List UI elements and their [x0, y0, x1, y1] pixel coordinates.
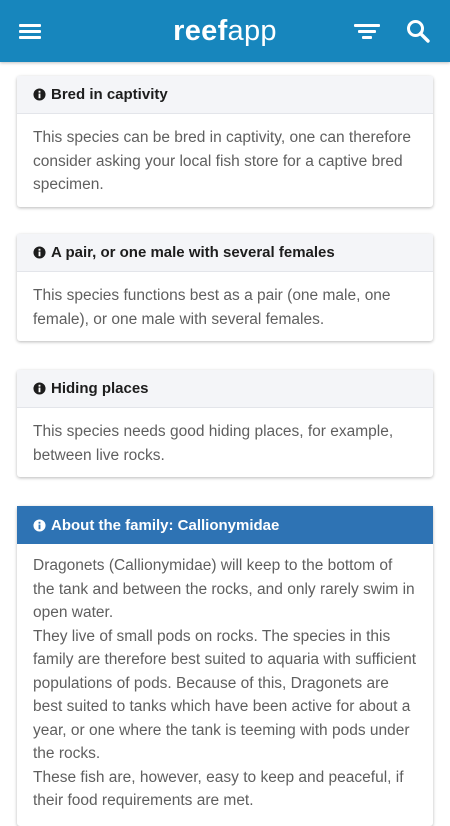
card-body: This species can be bred in captivity, one can therefore consider asking your local fish store for a captive bred specimen.: [33, 129, 411, 193]
card-bred-in-captivity: [17, 76, 433, 207]
app-header: [0, 0, 450, 62]
card-body: [17, 544, 433, 813]
card-title: A pair, or one male with several females: [51, 244, 335, 261]
card-pair-or-harem: [17, 234, 433, 341]
logo-light-text: app: [227, 15, 277, 47]
species-detail-content[interactable]: [0, 62, 450, 809]
card-body: This species needs good hiding places, for example, between live rocks.: [33, 423, 394, 464]
card-header: [17, 76, 433, 114]
logo-bold-text: reef: [173, 15, 228, 47]
family-paragraph: Dragonets (Callionymidae) will keep to the bottom of the tank and between the rocks, and only rarely swim in open water.: [33, 557, 415, 621]
card-header: [17, 234, 433, 272]
info-icon: [33, 382, 46, 395]
card-about-family: [17, 506, 433, 826]
card-title: Bred in captivity: [51, 86, 168, 103]
search-icon[interactable]: [405, 18, 431, 44]
card-header: [17, 370, 433, 408]
family-paragraph: These fish are, however, easy to keep and peaceful, if their food requirements are met.: [33, 768, 404, 809]
app-logo: [0, 14, 450, 48]
card-title: About the family: Callionymidae: [51, 516, 280, 534]
info-icon: [33, 246, 46, 259]
filter-icon[interactable]: [354, 21, 380, 41]
info-icon: [33, 519, 46, 532]
family-paragraph: They live of small pods on rocks. The species in this family are therefore best suited to aquaria with sufficient populations of pods. Because of this, Dragonets are best suited to tanks which have been active for about a year, or one where the tank is teeming with pods under the rocks.: [33, 627, 417, 762]
card-title: Hiding places: [51, 380, 149, 397]
card-hiding-places: [17, 370, 433, 477]
card-body: This species functions best as a pair (one male, one female), or one male with several females.: [33, 287, 391, 328]
card-header: [17, 506, 433, 544]
info-icon: [33, 88, 46, 101]
